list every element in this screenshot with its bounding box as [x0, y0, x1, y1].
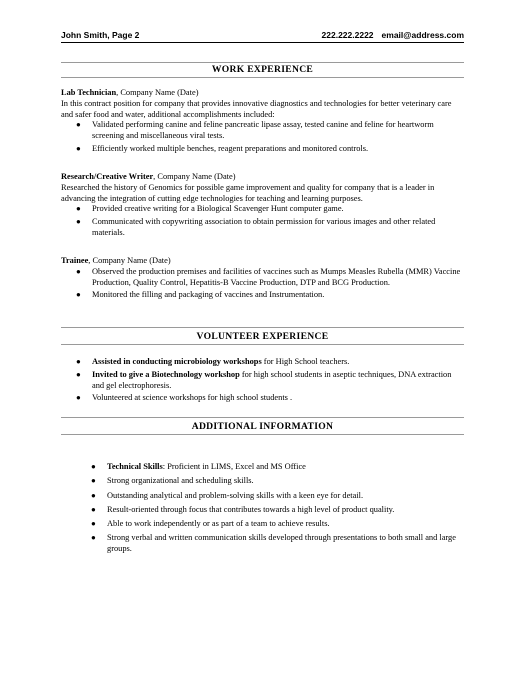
volunteer-experience-heading: VOLUNTEER EXPERIENCE — [196, 331, 329, 342]
bullet-dot-icon: ● — [76, 357, 81, 366]
list-item — [61, 144, 464, 155]
job-description: In this contract position for company that provides innovative diagnostics and technologies for better veterinary care and safer food and water, additional accomplishments included: — [61, 98, 452, 119]
header-contact — [322, 30, 464, 40]
volunteer-rule-bottom — [61, 344, 464, 345]
list-item — [61, 290, 464, 301]
list-item — [61, 357, 464, 368]
bullet-text: Outstanding analytical and problem-solving skills with a keen eye for detail. — [107, 490, 364, 500]
job-heading — [61, 256, 464, 267]
bullet-dot-icon: ● — [91, 533, 96, 543]
header-name-page: John Smith, Page 2 — [61, 30, 140, 40]
bullet-dot-icon: ● — [91, 462, 96, 471]
header-phone: 222.222.2222 — [321, 30, 374, 40]
job-heading — [61, 172, 464, 183]
bullet-text: Efficiently worked multiple benches, reagent preparations and monitored controls. — [92, 143, 369, 153]
bullet-text: Communicated with copywriting association to obtain permission for various images and other related materials. — [92, 217, 436, 237]
bullet-bold-text: Invited to give a Biotechnology workshop — [92, 369, 240, 379]
additional-rule-top — [61, 417, 464, 418]
bullet-text: Strong verbal and written communication skills developed through presentations to both small and large groups. — [107, 533, 456, 554]
bullet-bold-text: Assisted in conducting microbiology workshops — [92, 357, 262, 366]
job-bullets — [61, 120, 464, 154]
bullet-text: Volunteered at science workshops for high school students . — [92, 393, 293, 403]
list-item — [61, 462, 464, 473]
bullet-text: for high school students in aseptic techniques, DNA extraction and gel electrophoresis. — [92, 369, 452, 390]
list-item — [61, 370, 464, 392]
additional-list — [61, 462, 464, 555]
header-rule — [61, 42, 464, 43]
bullet-bold-text: Technical Skills — [107, 462, 163, 471]
bullet-text: Observed the production premises and facilities of vaccines such as Mumps Measles Rubella (MMR) Vaccine Production, Quality Control, Hepatitis-B Vaccine Production, DTP and BCG Production. — [92, 266, 461, 287]
list-item — [61, 491, 464, 502]
bullet-text: Provided creative writing for a Biological Scavenger Hunt computer game. — [92, 204, 344, 214]
bullet-text: for High School teachers. — [261, 357, 350, 366]
bullet-dot-icon: ● — [91, 504, 96, 514]
list-item — [61, 476, 464, 487]
list-item — [61, 519, 464, 530]
work-rule-bottom — [61, 77, 464, 78]
job-company: , Company Name (Date) — [116, 88, 199, 97]
list-item — [61, 217, 464, 239]
list-item — [61, 267, 464, 289]
additional-bullets — [61, 462, 464, 555]
bullet-dot-icon: ● — [91, 476, 96, 486]
list-item — [61, 120, 464, 142]
bullet-text: Able to work independently or as part of a team to achieve results. — [107, 519, 330, 529]
bullet-dot-icon: ● — [76, 143, 81, 153]
bullet-dot-icon: ● — [76, 204, 81, 214]
bullet-dot-icon: ● — [76, 290, 81, 300]
bullet-text: Monitored the filling and packaging of vaccines and Instrumentation. — [92, 290, 325, 300]
job-title: Research/Creative Writer — [61, 172, 154, 181]
bullet-text: Strong organizational and scheduling skills. — [107, 476, 254, 486]
work-experience-heading: WORK EXPERIENCE — [211, 64, 314, 75]
job-title: Trainee — [61, 256, 89, 265]
list-item — [61, 393, 464, 404]
job-heading — [61, 88, 464, 99]
job-research-writer — [61, 172, 464, 239]
additional-information-heading: ADDITIONAL INFORMATION — [191, 421, 334, 432]
job-company: , Company Name (Date) — [88, 256, 171, 265]
job-bullets — [61, 204, 464, 238]
bullet-text: Result-oriented through focus that contributes towards a high level of product quality. — [107, 504, 395, 514]
bullet-dot-icon: ● — [91, 519, 96, 529]
job-company: , Company Name (Date) — [153, 172, 236, 181]
bullet-dot-icon: ● — [76, 369, 81, 379]
bullet-dot-icon: ● — [76, 217, 81, 227]
bullet-dot-icon: ● — [76, 120, 81, 130]
additional-rule-bottom — [61, 434, 464, 435]
bullet-dot-icon: ● — [91, 490, 96, 500]
list-item — [61, 505, 464, 516]
volunteer-rule-top — [61, 327, 464, 328]
bullet-dot-icon: ● — [76, 393, 81, 403]
list-item — [61, 204, 464, 215]
job-description: Researched the history of Genomics for possible game improvement and quality for company that is a leader in advancing the integration of cutting edge technologies for teaching and learning purposes. — [61, 182, 435, 203]
header-email: email@address.com — [381, 30, 464, 40]
job-bullets — [61, 267, 464, 301]
job-trainee — [61, 256, 464, 301]
bullet-dot-icon: ● — [76, 266, 81, 276]
volunteer-bullets — [61, 357, 464, 404]
volunteer-list — [61, 357, 464, 404]
job-lab-technician — [61, 88, 464, 155]
bullet-text: : Proficient in LIMS, Excel and MS Office — [162, 462, 306, 471]
job-title: Lab Technician — [61, 88, 117, 97]
work-rule-top — [61, 62, 464, 63]
bullet-text: Validated performing canine and feline pancreatic lipase assay, tested canine and feline for heartworm screening and miscellaneous viral tests. — [92, 120, 434, 141]
list-item — [61, 533, 464, 555]
